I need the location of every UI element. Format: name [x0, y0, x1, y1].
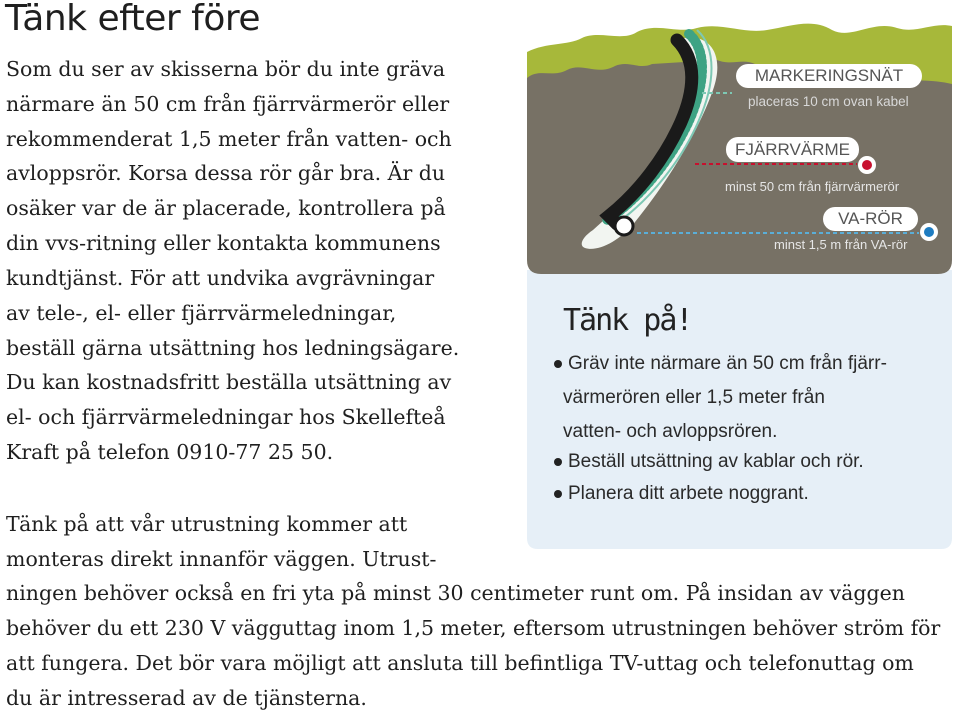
- tip-text: Gräv inte närmare än 50 cm från fjärr-: [568, 353, 887, 374]
- page-title: Tänk efter före: [5, 0, 261, 39]
- body-line: rekommenderat 1,5 meter från vatten- och: [6, 127, 452, 151]
- body-line: beställ gärna utsättning hos ledningsägare.: [6, 336, 460, 360]
- bullet-dot: [554, 490, 562, 498]
- body-line: närmare än 50 cm från fjärrvärmerör eller: [6, 92, 450, 116]
- bullet-dot: [554, 458, 562, 466]
- pipe-end-ring: [615, 217, 633, 235]
- tip-text: Planera ditt arbete noggrant.: [568, 483, 809, 504]
- body-line: Du kan kostnadsfritt beställa utsättning av: [6, 370, 452, 394]
- va-label: VA-RÖR: [838, 209, 903, 228]
- markeringsnat-label: MARKERINGSNÄT: [754, 66, 904, 85]
- body-line: behöver du ett 230 V vägguttag inom 1,5 meter, eftersom utrustningen behöver ström för: [6, 616, 941, 640]
- fjarrvarme-label: FJÄRRVÄRME: [735, 140, 850, 159]
- body-line: din vvs-ritning eller kontakta kommunens: [6, 231, 441, 255]
- body-line: el- och fjärrvärmeledningar hos Skellefteå: [6, 405, 446, 429]
- bullet-dot: [554, 360, 562, 368]
- va-note: minst 1,5 m från VA-rör: [774, 237, 908, 252]
- va-marker-dot: [924, 227, 934, 237]
- fjarrvarme-note: minst 50 cm från fjärrvärmerör: [725, 179, 900, 194]
- body-line: ningen behöver också en fri yta på minst 30 centimeter runt om. På insidan av väggen: [6, 581, 905, 605]
- body-line: att fungera. Det bör vara möjligt att ansluta till befintliga TV-uttag och telefonuttag om: [6, 651, 914, 675]
- tip-text: värmerören eller 1,5 meter från: [563, 387, 825, 408]
- body-line: av tele-, el- eller fjärrvärmeledningar,: [6, 301, 397, 325]
- markeringsnat-note: placeras 10 cm ovan kabel: [748, 94, 909, 109]
- body-line: Kraft på telefon 0910-77 25 50.: [6, 440, 334, 464]
- body-line: kundtjänst. För att undvika avgrävningar: [6, 266, 435, 290]
- body-line: avloppsrör. Korsa dessa rör går bra. Är du: [6, 161, 446, 185]
- body-line: osäker var de är placerade, kontrollera på: [6, 196, 446, 220]
- body-line: Som du ser av skisserna bör du inte gräva: [6, 57, 446, 81]
- info-panel: [527, 20, 952, 549]
- heating-marker-dot: [862, 160, 872, 170]
- tip-text: Beställ utsättning av kablar och rör.: [568, 451, 864, 472]
- tip-text: vatten- och avloppsrören.: [563, 421, 778, 442]
- body-line: monteras direkt innanför väggen. Utrust-: [6, 547, 437, 571]
- tips-title: Tänk på!: [563, 303, 692, 338]
- body-line: Tänk på att vår utrustning kommer att: [6, 512, 408, 536]
- body-line: du är intresserad av de tjänsterna.: [6, 686, 367, 710]
